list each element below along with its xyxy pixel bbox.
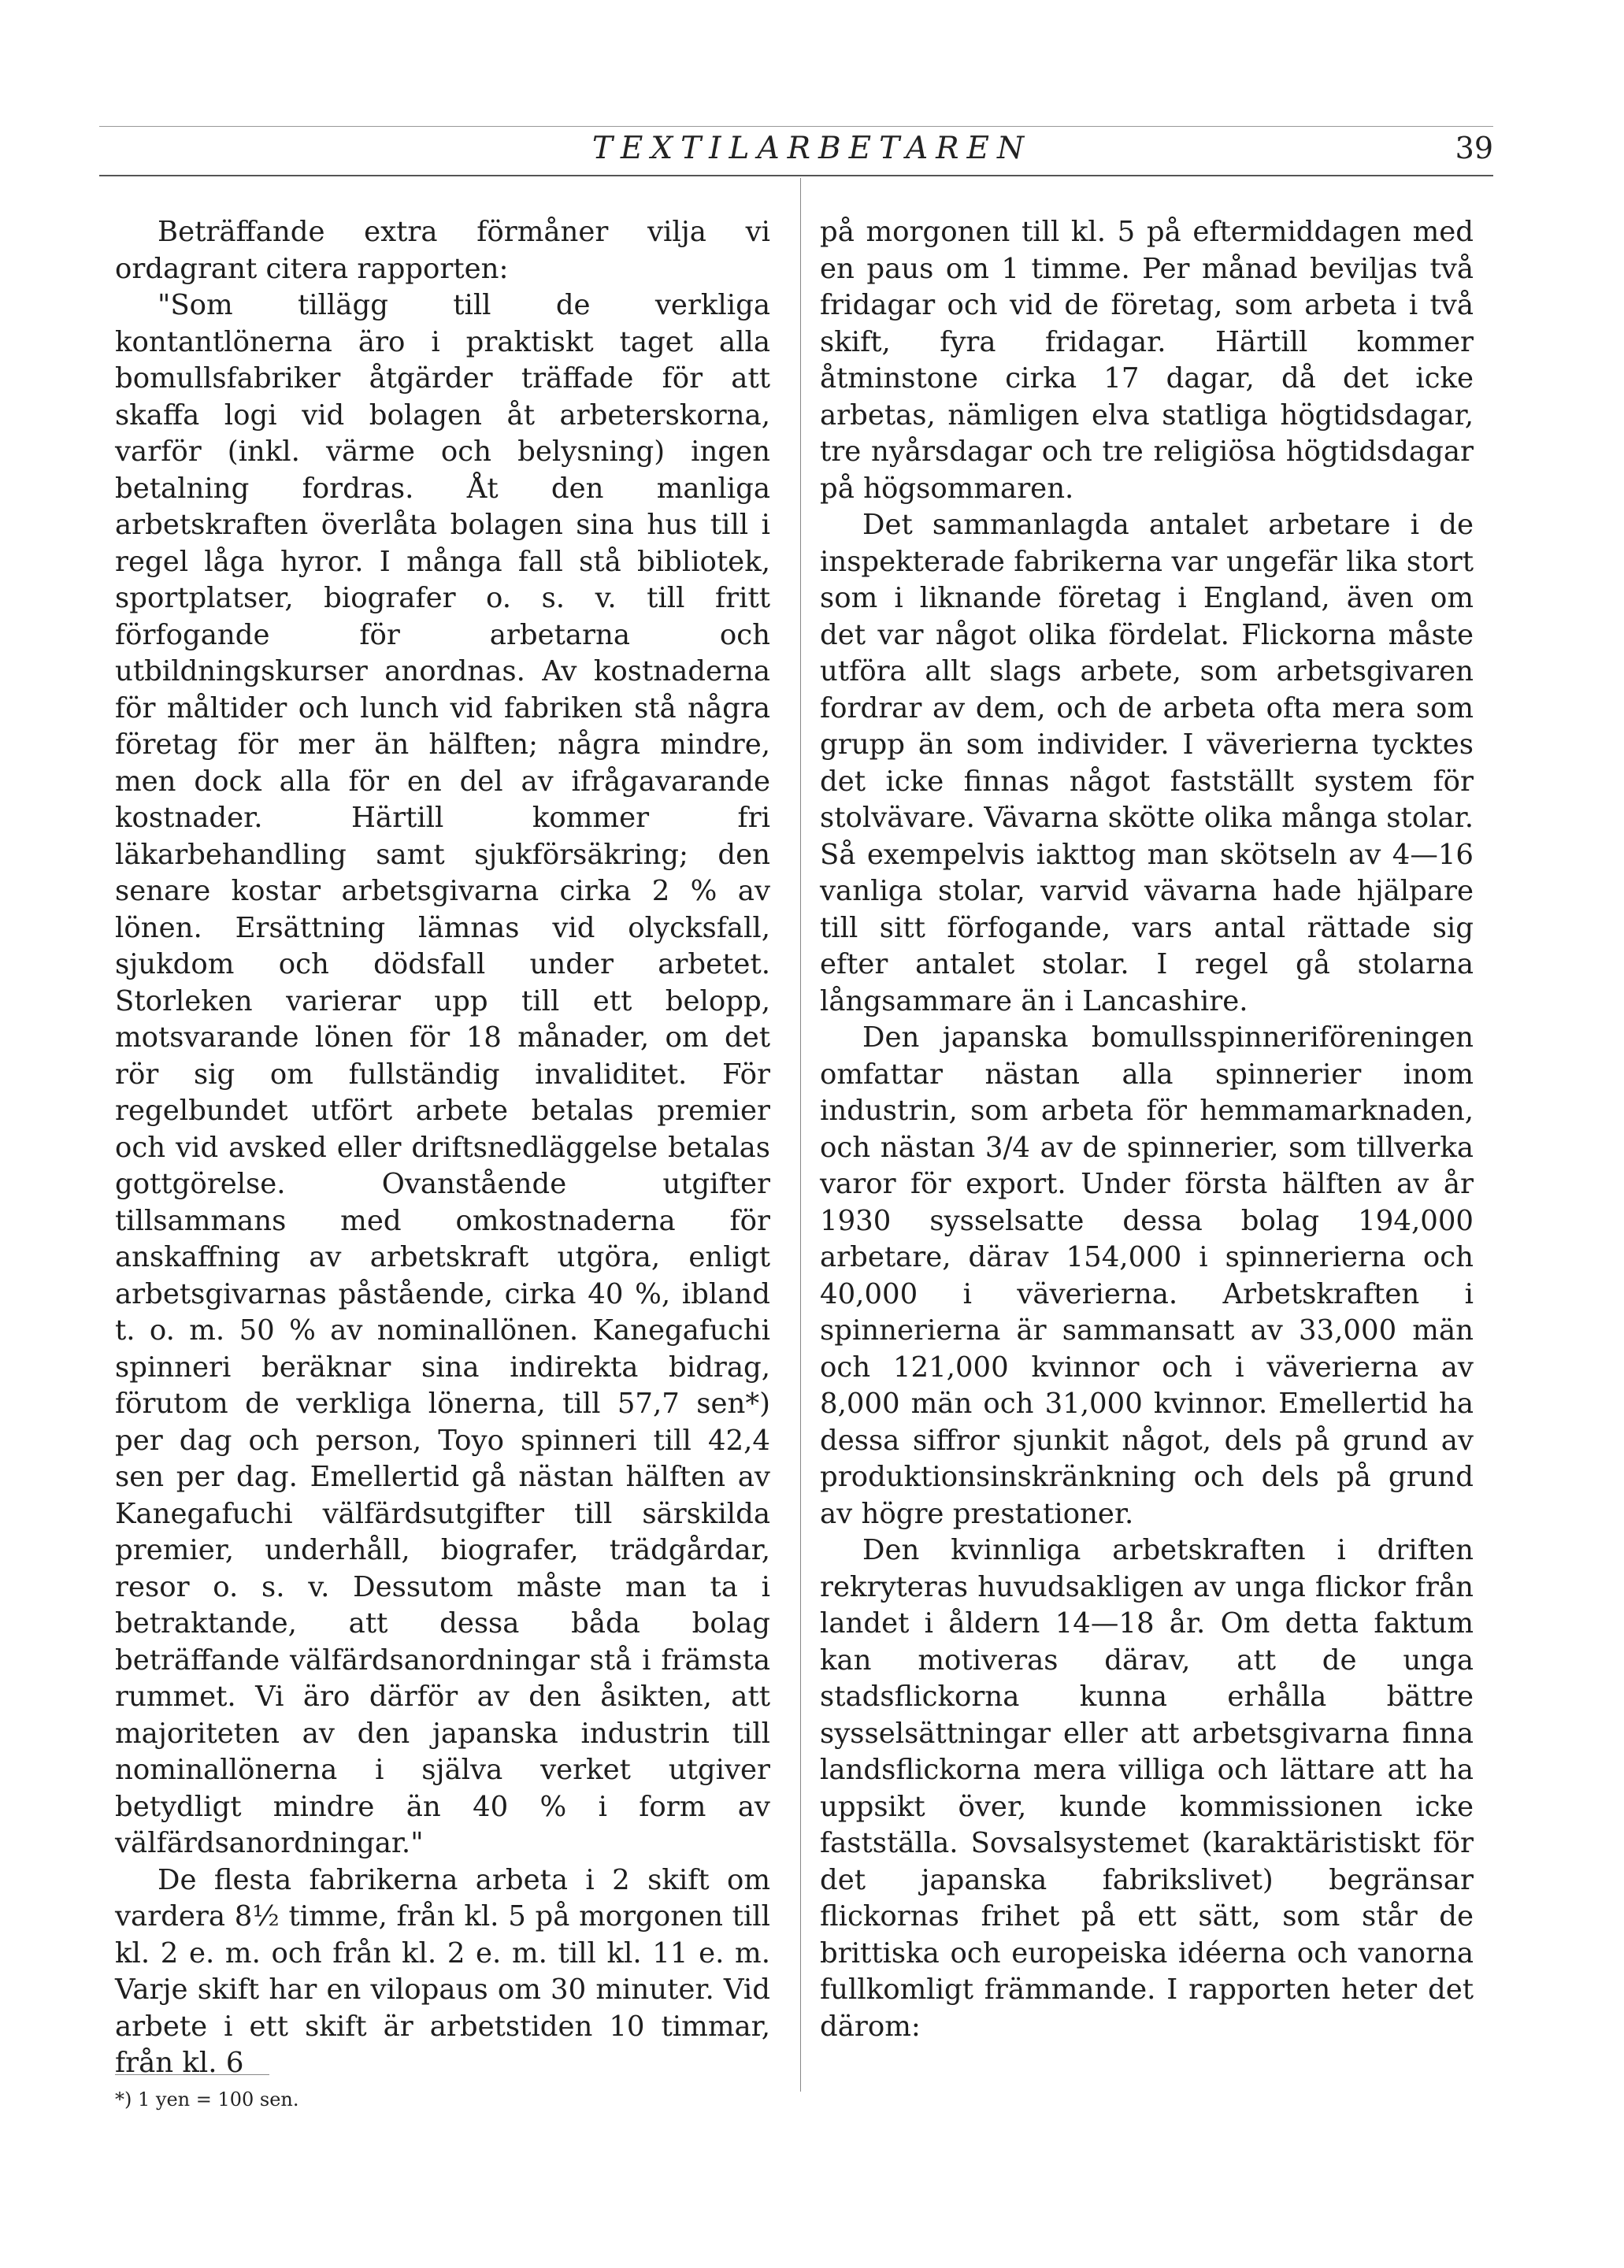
paragraph: på morgonen till kl. 5 på eftermiddagen med en paus om 1 timme. Per månad beviljas två fridagar och vid de företag, som arbeta i två skift, fyra fridagar. Härtill kommer åtminstone cirka 17 dagar, då det icke arbetas, nämligen elva statliga högtidsdagar, tre nyårsdagar och tre religiösa högtidsdagar på högsommaren. xyxy=(820,216,1474,505)
right-column xyxy=(820,214,1474,2045)
paragraph: Det sammanlagda antalet arbetare i de inspekterade fabrikerna var ungefär lika stort som i liknande företag i England, även om det var något olika fördelat. Flickorna måste utföra allt slags arbete, som arbetsgivaren fordrar av dem, och de arbeta ofta mera som grupp än som individer. I väverierna tycktes det icke finnas något fastställt system för stolvävare. Vävarna skötte olika många stolar. Så exempelvis iakttog man skötseln av 4—16 vanliga stolar, varvid vävarna hade hjälpare till sitt förfogande, vars antal rättade sig efter antalet stolar. I regel gå stolarna långsammare än i Lancashire. xyxy=(820,509,1474,1017)
paragraph: Beträffande extra förmåner vilja vi ordagrant citera rapporten: xyxy=(115,216,770,285)
running-title: TEXTILARBETAREN xyxy=(591,131,1033,166)
footnote-rule xyxy=(115,2074,269,2075)
column-divider xyxy=(800,178,801,2092)
header-rule-bottom xyxy=(99,175,1493,176)
header-rule-top xyxy=(99,126,1493,127)
page-number: 39 xyxy=(1455,131,1493,165)
paragraph: Den kvinnliga arbetskraften i driften rekryteras huvudsakligen av unga flickor från landet i åldern 14—18 år. Om detta faktum kan motiveras därav, att de unga stadsflickorna kunna erhålla bättre sysselsättningar eller att arbetsgivarna finna landsflickorna mera villiga och lättare att ha uppsikt över, kunde kommissionen icke fastställa. Sovsalsystemet (karaktäristiskt för det japanska fabrikslivet) begränsar flickornas frihet på ett sätt, som står de brittiska och europeiska idéerna och vanorna fullkomligt främmande. I rapporten heter det därom: xyxy=(820,1534,1474,2043)
paragraph: Den japanska bomullsspinneriföreningen omfattar nästan alla spinnerier inom industrin, som arbeta för hemmamarknaden, och nästan 3/4 av de spinnerier, som tillverka varor för export. Under första hälften av år 1930 sysselsatte dessa bolag 194,000 arbetare, därav 154,000 i spinnerierna och 40,000 i väverierna. Arbetskraften i spinnerierna är sammansatt av 33,000 män och 121,000 kvinnor och i väverierna av 8,000 män och 31,000 kvinnor. Emellertid ha dessa siffror sjunkit något, dels på grund av produktionsinskränkning och dels på grund av högre prestationer. xyxy=(820,1021,1474,1530)
footnote: *) 1 yen = 100 sen. xyxy=(115,2088,299,2110)
left-column xyxy=(115,214,770,2082)
paragraph: "Som tillägg till de verkliga kontantlönerna äro i praktiskt taget alla bomullsfabriker åtgärder träffade för att skaffa logi vid bolagen åt arbeterskorna, varför (inkl. värme och belysning) ingen betalning fordras. Åt den manliga arbetskraften överlåta bolagen sina hus till i regel låga hyror. I många fall stå bibliotek, sportplatser, biografer o. s. v. till fritt förfogande för arbetarna och utbildningskurser anordnas. Av kostnaderna för måltider och lunch vid fabriken stå några företag för mer än hälften; några mindre, men dock alla för en del av ifrågavarande kostnader. Härtill kommer fri läkarbehandling samt sjukförsäkring; den senare kostar arbetsgivarna cirka 2 % av lönen. Ersättning lämnas vid olycksfall, sjukdom och dödsfall under arbetet. Storleken varierar upp till ett belopp, motsvarande lönen för 18 månader, om det rör sig om fullständig invaliditet. För regelbundet utfört arbete betalas premier och vid avsked eller driftsnedläggelse betalas gottgörelse. Ovanstående utgifter tillsammans med omkostnaderna för anskaffning av arbetskraft utgöra, enligt arbetsgivarnas påstående, cirka 40 %, ibland t. o. m. 50 % av nominallönen. Kanegafuchi spinneri beräknar sina indirekta bidrag, förutom de verkliga lönerna, till 57,7 sen*) per dag och person, Toyo spinneri till 42,4 sen per dag. Emellertid gå nästan hälften av Kanegafuchi välfärdsutgifter till särskilda premier, underhåll, biografer, trädgårdar, resor o. s. v. Dessutom måste man ta i betraktande, att dessa båda bolag beträffande välfärdsanordningar stå i främsta rummet. Vi äro därför av den åsikten, att majoriteten av den japanska industrin till nominallönerna i själva verket utgiver betydligt mindre än 40 % i form av välfärdsanordningar." xyxy=(115,289,770,1859)
paragraph: De flesta fabrikerna arbeta i 2 skift om vardera 8½ timme, från kl. 5 på morgonen till kl. 2 e. m. och från kl. 2 e. m. till kl. 11 e. m. Varje skift har en vilopaus om 30 minuter. Vid arbete i ett skift är arbetstiden 10 timmar, från kl. 6 xyxy=(115,1863,770,2079)
